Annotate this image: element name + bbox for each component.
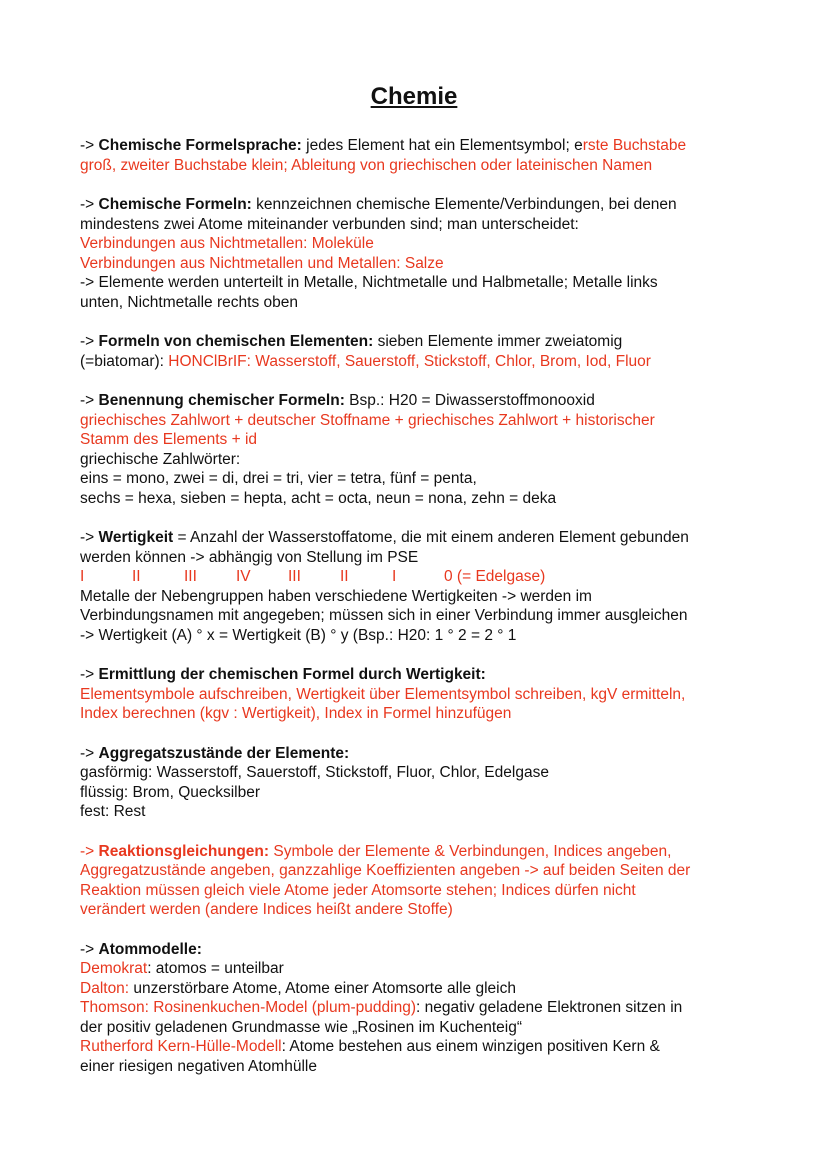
body-text: (=biatomar): [80,352,169,370]
body-text: mindestens zwei Atome miteinander verbunden sind; man unterscheidet: [80,215,579,233]
section-ermittlung [80,665,760,724]
text-line [80,940,760,960]
text-line [80,273,760,293]
body-text: werden können -> abhängig von Stellung im PSE [80,548,419,566]
text-line [80,352,760,372]
valence-group: III [184,568,197,585]
text-line [80,587,760,607]
heading-text: Chemische Formeln: [98,196,252,213]
text-line [80,234,760,254]
body-text: Metalle der Nebengruppen haben verschiedene Wertigkeiten -> werden im [80,587,592,605]
body-text: -> Wertigkeit (A) ° x = Wertigkeit (B) ° y (Bsp.: H20: 1 ° 2 = 2 ° 1 [80,626,517,644]
text-line [80,842,760,862]
text-line [80,469,760,489]
text-line [80,861,760,881]
section-formelsprache [80,136,760,175]
section-wertigkeit [80,528,760,645]
body-text: flüssig: Brom, Quecksilber [80,783,261,801]
text-line [80,704,760,724]
text-line [80,215,760,235]
heading-text: Reaktionsgleichungen: [98,842,270,860]
text-line [80,450,760,470]
text-line [80,548,760,568]
text-line [80,489,760,509]
page-title: Chemie [370,83,458,110]
valence-group: IV [236,568,251,585]
body-text: -> [80,333,99,350]
text-line [80,685,760,705]
heading-text: Formeln von chemischen Elementen: [98,333,374,350]
text-line [80,136,760,156]
body-text: -> [80,196,99,213]
body-text: fest: Rest [80,803,146,820]
body-text: : Atome bestehen aus einem winzigen positiven Kern & [281,1038,660,1055]
body-text: griechische Zahlwörter: [80,450,241,468]
valence-group: I [80,568,85,585]
body-text: kennzeichnen chemische Elemente/Verbindungen, bei denen [251,196,677,213]
body-text: Dalton: [80,979,130,997]
body-text: der positiv geladenen Grundmasse wie „Rosinen im Kuchenteig“ [80,1018,522,1036]
text-line [80,391,760,411]
body-text: sieben Elemente immer zweiatomig [373,333,623,350]
body-text: -> [80,744,99,762]
text-line [80,430,760,450]
valence-group: II [132,568,141,585]
valence-group: III [288,568,301,585]
valence-group: I [392,568,397,585]
body-text: verändert werden (andere Indices heißt andere Stoffe) [80,901,453,918]
heading-text: Ermittlung der chemischen Formel durch Wertigkeit: [98,666,486,683]
heading-text: Atommodelle: [98,940,202,958]
body-text: Symbole der Elemente & Verbindungen, Indices angeben, [269,842,672,860]
text-line [80,195,760,215]
notes-body [80,136,760,1096]
body-text: Verbindungen aus Nichtmetallen: Moleküle [80,235,374,252]
text-line [80,959,760,979]
heading-text: Aggregatszustände der Elemente: [98,744,350,762]
body-text: : atomos = unteilbar [147,960,284,977]
text-line [80,332,760,352]
body-text: -> [80,842,99,860]
body-text: Demokrat [80,960,148,977]
body-text: gasförmig: Wasserstoff, Sauerstoff, Stickstoff, Fluor, Chlor, Edelgase [80,764,549,781]
body-text: Bsp.: H20 = Diwasserstoffmonooxid [344,392,595,409]
text-line [80,528,760,548]
text-line [80,744,760,764]
body-text: -> [80,666,99,683]
section-benennung [80,391,760,508]
text-line [80,881,760,901]
text-line [80,1037,760,1057]
text-line [80,998,760,1018]
heading-text: Chemische Formelsprache: [98,137,302,154]
body-text: -> Elemente werden unterteilt in Metalle, Nichtmetalle und Halbmetalle; Metalle links [80,274,658,291]
body-text: -> [80,940,99,958]
body-text: Index berechnen (kgv : Wertigkeit), Index in Formel hinzufügen [80,705,512,722]
text-line [80,1057,760,1077]
valence-group: II [340,568,349,585]
section-formeln [80,195,760,312]
body-text: HONClBrIF: Wasserstoff, Sauerstoff, Stickstoff, Chlor, Brom, Iod, Fluor [168,352,651,370]
text-line [80,254,760,274]
valence-group: 0 (= Edelgase) [444,568,546,585]
text-line [80,411,760,431]
body-text: = Anzahl der Wasserstoffatome, die mit einem anderen Element gebunden [173,529,689,546]
text-line [80,802,760,822]
valence-groups-row [80,567,760,587]
body-text: unzerstörbare Atome, Atome einer Atomsorte alle gleich [129,979,516,997]
body-text: groß, zweiter Buchstabe klein; Ableitung von griechischen oder lateinischen Namen [80,156,653,174]
body-text: -> [80,529,99,546]
heading-text: Benennung chemischer Formeln: [98,392,345,409]
body-text: Verbindungsnamen mit angegeben; müssen sich in einer Verbindung immer ausgleichen [80,607,688,624]
section-atommodelle [80,940,760,1077]
body-text: Stamm des Elements + id [80,431,258,448]
body-text: sechs = hexa, sieben = hepta, acht = octa, neun = nona, zehn = deka [80,489,557,507]
text-line [80,293,760,313]
body-text: unten, Nichtmetalle rechts oben [80,293,298,311]
text-line [80,763,760,783]
body-text: : negativ geladene Elektronen sitzen in [416,999,683,1016]
text-line [80,606,760,626]
body-text: -> [80,137,99,154]
body-text: Rutherford Kern-Hülle-Modell [80,1038,282,1055]
text-line [80,665,760,685]
section-aggregat [80,744,760,822]
body-text: einer riesigen negativen Atomhülle [80,1057,317,1075]
body-text: rste Buchstabe [582,137,687,154]
body-text: Verbindungen aus Nichtmetallen und Metallen: Salze [80,254,444,272]
body-text: Elementsymbole aufschreiben, Wertigkeit über Elementsymbol schreiben, kgV ermitteln, [80,685,686,703]
body-text: -> [80,392,99,409]
section-reaktion [80,842,760,920]
body-text: Aggregatzustände angeben, ganzzahlige Koeffizienten angeben -> auf beiden Seiten der [80,862,691,879]
text-line [80,1018,760,1038]
text-line [80,900,760,920]
text-line [80,626,760,646]
body-text: jedes Element hat ein Elementsymbol; e [301,137,583,154]
text-line [80,783,760,803]
section-elemente [80,332,760,371]
body-text: Thomson: Rosinenkuchen-Model (plum-pudding) [80,999,417,1016]
text-line [80,156,760,176]
body-text: eins = mono, zwei = di, drei = tri, vier = tetra, fünf = penta, [80,470,477,487]
heading-text: Wertigkeit [98,529,174,546]
body-text: Reaktion müssen gleich viele Atome jeder Atomsorte stehen; Indices dürfen nicht [80,881,636,899]
text-line [80,979,760,999]
body-text: griechisches Zahlwort + deutscher Stoffname + griechisches Zahlwort + historischer [80,411,655,429]
